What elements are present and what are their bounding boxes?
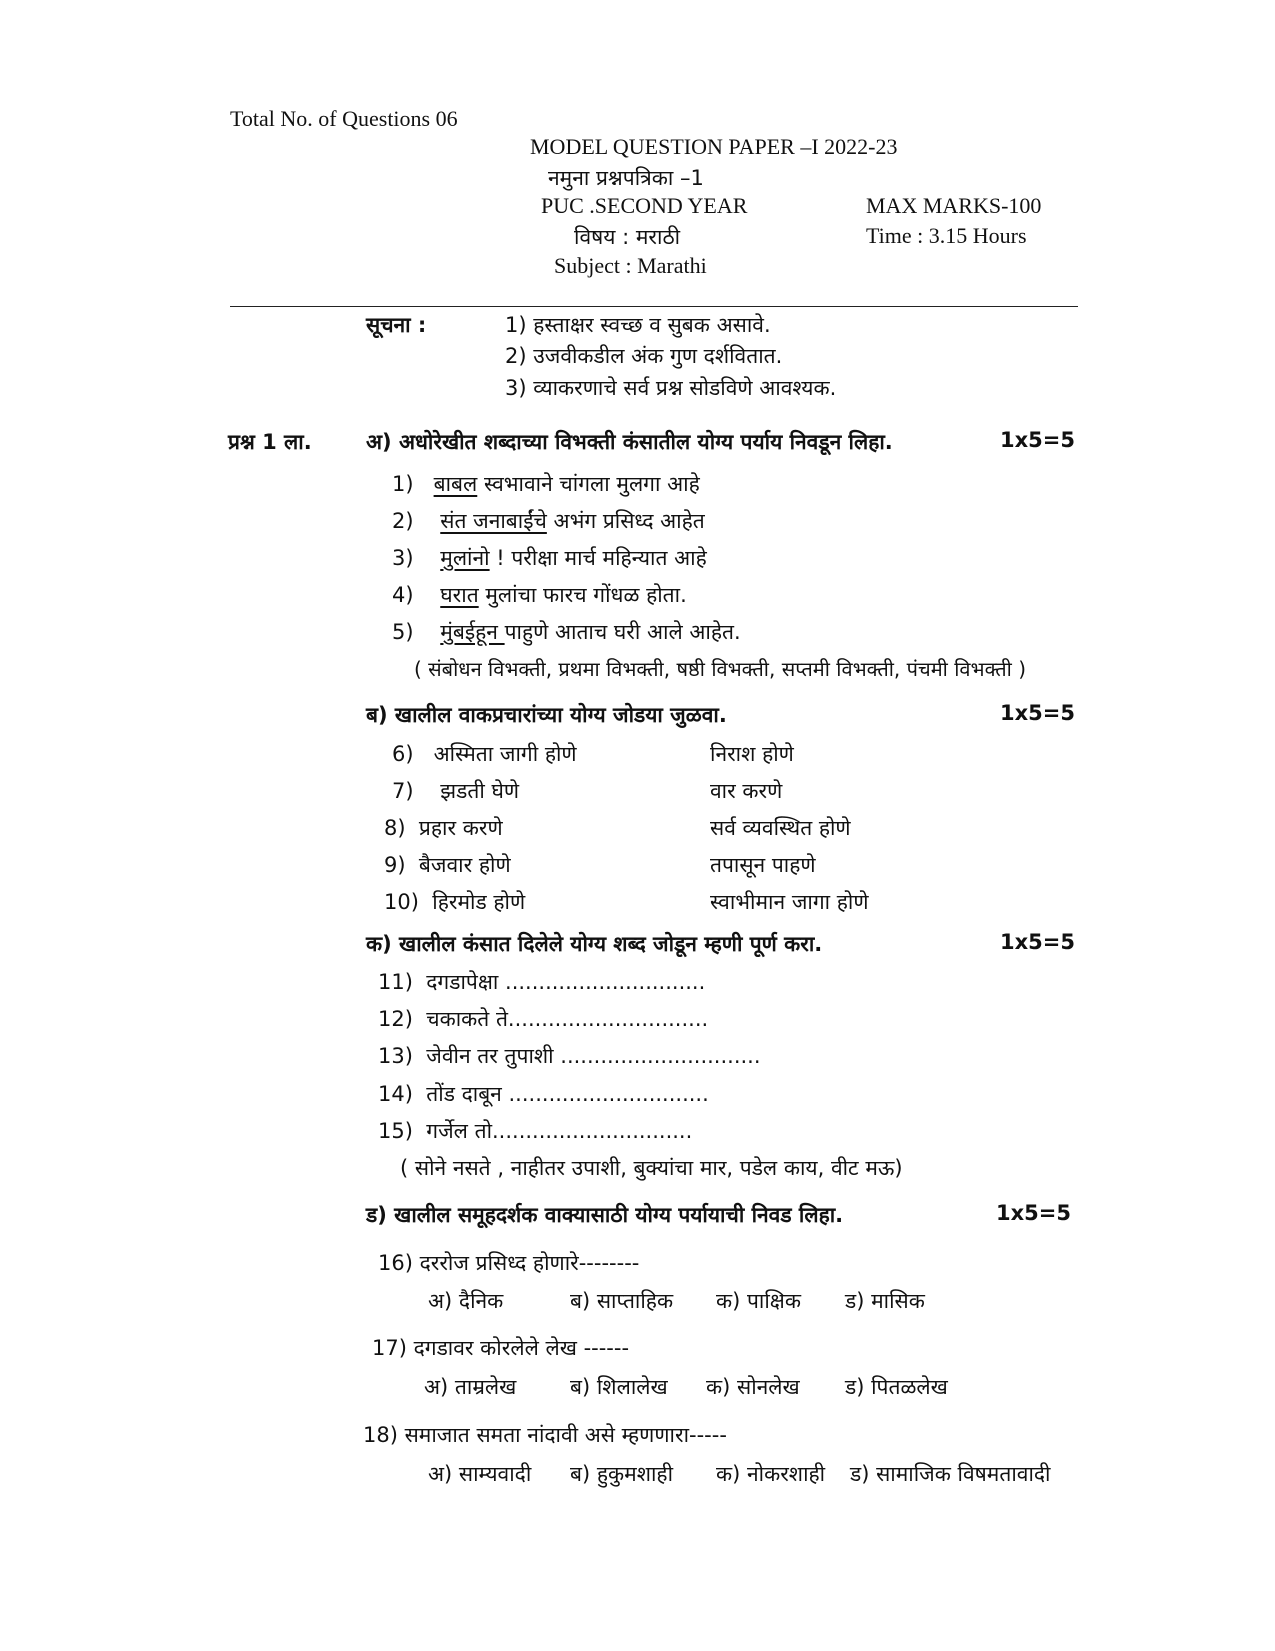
item-text: तोंड दाबून .............................. — [426, 1082, 709, 1106]
list-item — [378, 1080, 709, 1108]
list-item — [378, 1042, 761, 1070]
mcq-option: ड) मासिक — [845, 1289, 925, 1313]
mcq-option: ड) पितळलेख — [845, 1375, 948, 1399]
max-marks: MAX MARKS-100 — [866, 193, 1042, 218]
item-number: 15) — [378, 1119, 413, 1143]
match-row — [384, 888, 525, 916]
item-number: 5) — [392, 620, 414, 644]
mcq-question: 18) समाजात समता नांदावी असे म्हणणारा----- — [363, 1423, 727, 1447]
mcq-option: क) सोनलेख — [706, 1375, 800, 1399]
underlined-word: संत जनाबाईंचे — [440, 509, 547, 533]
section-a-options: ( संबोधन विभक्ती, प्रथमा विभक्ती, षष्ठी विभक्ती, सप्तमी विभक्ती, पंचमी विभक्ती ) — [414, 657, 1027, 681]
mcq-question: 17) दगडावर कोरलेले लेख ------ — [372, 1336, 630, 1360]
mcq-option: ड) सामाजिक विषमतावादी — [850, 1462, 1051, 1486]
list-item — [392, 581, 687, 609]
match-row — [392, 777, 519, 805]
question-label: प्रश्न 1 ला. — [228, 430, 312, 454]
match-right: वार करणे — [710, 779, 783, 803]
section-b-heading: ब) खालील वाकप्रचारांच्या योग्य जोडया जुळवा. — [366, 703, 727, 727]
subject-label: Subject : Marathi — [554, 253, 707, 278]
match-right: निराश होणे — [710, 742, 794, 766]
section-a-heading: अ) अधोरेखीत शब्दाच्या विभक्ती कंसातील योग्य पर्याय निवडून लिहा. — [366, 430, 893, 454]
paper-title-marathi: नमुना प्रश्नपत्रिका –1 — [548, 166, 704, 190]
item-number: 12) — [378, 1007, 413, 1031]
mcq-option: क) नोकरशाही — [716, 1462, 826, 1486]
list-item — [378, 968, 705, 996]
item-number: 1) — [392, 472, 414, 496]
instructions-label: सूचना : — [366, 313, 427, 337]
mcq-option: अ) ताम्रलेख — [424, 1375, 517, 1399]
list-item — [378, 1117, 692, 1145]
match-left: प्रहार करणे — [418, 816, 503, 840]
paper-title: MODEL QUESTION PAPER –I 2022-23 — [530, 134, 898, 159]
time-label: Time : 3.15 Hours — [866, 223, 1027, 248]
match-right: तपासून पाहणे — [710, 853, 816, 877]
item-text: ! परीक्षा मार्च महिन्यात आहे — [489, 546, 707, 570]
header-divider — [230, 306, 1078, 307]
underlined-word: बाबल — [433, 472, 478, 496]
item-number: 8) — [384, 816, 406, 840]
item-text: अभंग प्रसिध्द आहेत — [546, 509, 705, 533]
section-c-marks: 1x5=5 — [1000, 930, 1075, 954]
match-left: बैजवार होणे — [418, 853, 511, 877]
mcq-option: ब) हुकुमशाही — [570, 1462, 674, 1486]
item-text: गर्जेल तो.............................. — [426, 1119, 693, 1143]
mcq-option: अ) दैनिक — [428, 1289, 504, 1313]
item-number: 3) — [392, 546, 414, 570]
item-number: 6) — [392, 742, 414, 766]
section-d-heading: ड) खालील समूहदर्शक वाक्यासाठी योग्य पर्यायाची निवड लिहा. — [366, 1203, 844, 1227]
item-number: 7) — [392, 779, 414, 803]
match-left: झडती घेणे — [440, 779, 520, 803]
section-b-marks: 1x5=5 — [1000, 701, 1075, 725]
section-c-options: ( सोने नसते , नाहीतर उपाशी, बुक्यांचा मार, पडेल काय, वीट मऊ) — [400, 1156, 903, 1180]
item-number: 14) — [378, 1082, 413, 1106]
mcq-option: अ) साम्यवादी — [428, 1462, 532, 1486]
item-number: 13) — [378, 1044, 413, 1068]
list-item — [378, 1005, 708, 1033]
mcq-option: ब) शिलालेख — [570, 1375, 668, 1399]
match-row — [384, 814, 503, 842]
match-row — [384, 851, 511, 879]
list-item — [392, 507, 705, 535]
item-text: पाहुणे आताच घरी आले आहेत. — [504, 620, 741, 644]
item-text: जेवीन तर तुपाशी .............................. — [426, 1044, 761, 1068]
match-right: सर्व व्यवस्थित होणे — [710, 816, 851, 840]
item-number: 9) — [384, 853, 406, 877]
item-text: दगडापेक्षा .............................. — [426, 970, 706, 994]
section-d-marks: 1x5=5 — [996, 1201, 1071, 1225]
total-questions: Total No. of Questions 06 — [230, 106, 458, 131]
subject-marathi: विषय : मराठी — [574, 225, 681, 249]
section-c-heading: क) खालील कंसात दिलेले योग्य शब्द जोडून म्हणी पूर्ण करा. — [366, 932, 823, 956]
item-text: मुलांचा फारच गोंधळ होता. — [478, 583, 687, 607]
item-number: 4) — [392, 583, 414, 607]
underlined-word: मुंबईहून — [440, 620, 505, 644]
mcq-question: 16) दररोज प्रसिध्द होणारे-------- — [378, 1251, 640, 1275]
list-item — [392, 618, 741, 646]
list-item — [392, 470, 700, 498]
instruction-item: 2) उजवीकडील अंक गुण दर्शवितात. — [505, 344, 783, 368]
class-label: PUC .SECOND YEAR — [541, 193, 748, 218]
match-row — [392, 740, 577, 768]
item-number: 10) — [384, 890, 419, 914]
underlined-word: घरात — [440, 583, 479, 607]
item-text: स्वभावाने चांगला मुलगा आहे — [477, 472, 700, 496]
item-text: चकाकते ते.............................. — [426, 1007, 709, 1031]
mcq-option: ब) साप्ताहिक — [570, 1289, 674, 1313]
underlined-word: मुलांनो — [440, 546, 490, 570]
match-left: हिरमोड होणे — [432, 890, 526, 914]
item-number: 2) — [392, 509, 414, 533]
instruction-item: 3) व्याकरणाचे सर्व प्रश्न सोडविणे आवश्यक. — [505, 376, 837, 400]
mcq-option: क) पाक्षिक — [716, 1289, 801, 1313]
section-a-marks: 1x5=5 — [1000, 428, 1075, 452]
match-left: अस्मिता जागी होणे — [433, 742, 577, 766]
item-number: 11) — [378, 970, 413, 994]
match-right: स्वाभीमान जागा होणे — [710, 890, 869, 914]
list-item — [392, 544, 707, 572]
instruction-item: 1) हस्ताक्षर स्वच्छ व सुबक असावे. — [505, 313, 771, 337]
